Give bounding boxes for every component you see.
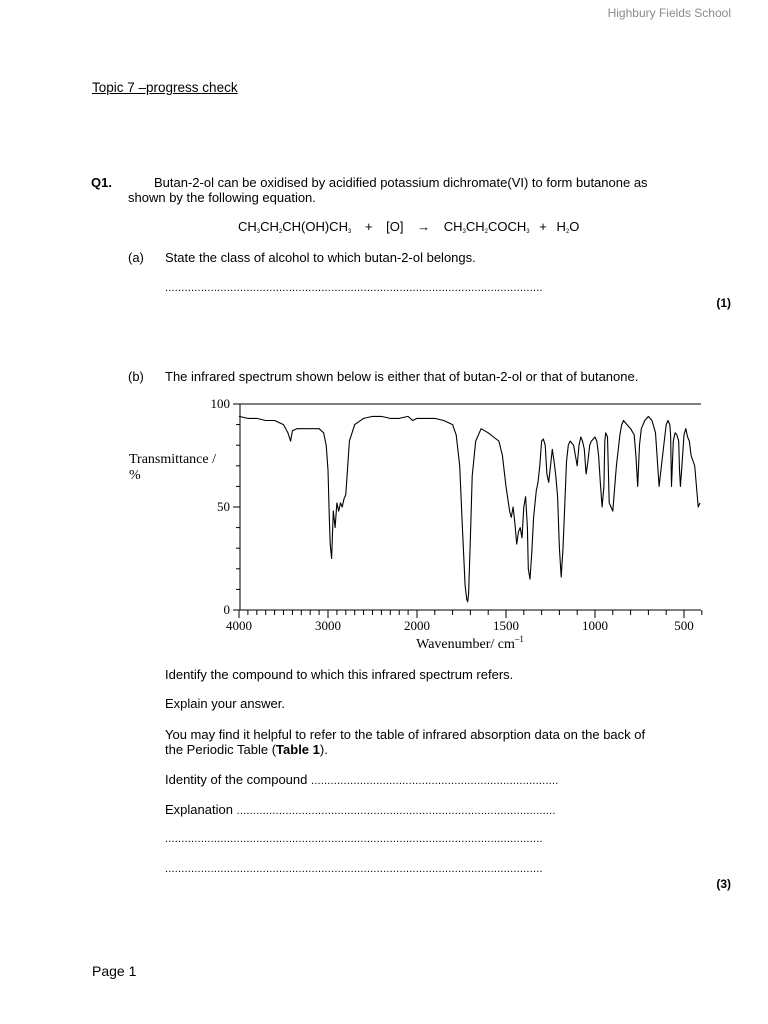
x-axis-label: Wavenumber/ $cm^{-1}$ xyxy=(416,634,524,652)
y-axis-label: Transmittance / xyxy=(129,452,216,467)
plus-sign: + xyxy=(539,219,547,234)
ir-spectrum-chart xyxy=(120,392,720,656)
identify-instruction: Identify the compound to which this infrared spectrum refers. xyxy=(165,667,514,682)
explanation-answer-line[interactable]: .................................................................................................. xyxy=(236,805,556,817)
reactant-butan-2-ol: $CH_3CH_2CH(OH)CH_3$ xyxy=(238,219,352,235)
plus-sign: + xyxy=(364,219,373,234)
y-tick-label: 50 xyxy=(217,499,230,514)
school-name-header: Highbury Fields School xyxy=(607,6,731,20)
explanation-answer-line-3[interactable]: .................................................................................................................... xyxy=(165,863,543,875)
identity-answer-line[interactable]: ............................................................................ xyxy=(311,775,559,787)
y-axis-label-unit: % xyxy=(129,468,141,483)
hint-line-1: You may find it helpful to refer to the table of infrared absorption data on the back of xyxy=(165,727,646,742)
part-a-answer-line[interactable]: .................................................................................................................... xyxy=(165,282,543,294)
x-tick-label: 4000 xyxy=(226,618,252,633)
question-intro-line-2: shown by the following equation. xyxy=(128,190,316,205)
question-intro-line-1: Butan-2-ol can be oxidised by acidified potassium dichromate(VI) to form butanone as xyxy=(154,175,648,190)
reaction-arrow: → xyxy=(417,219,431,234)
part-b-label: (b) xyxy=(128,369,144,384)
y-tick-label: 100 xyxy=(210,396,230,411)
x-tick-label: 1500 xyxy=(493,618,519,633)
part-a-label: (a) xyxy=(128,250,144,265)
chemical-equation xyxy=(238,219,579,235)
x-tick-label: 3000 xyxy=(315,618,341,633)
page-number: Page 1 xyxy=(92,963,137,979)
identity-field xyxy=(165,772,558,787)
explanation-field xyxy=(165,802,556,817)
spectrum-line xyxy=(239,416,700,601)
explanation-answer-line-2[interactable]: .................................................................................................................... xyxy=(165,833,543,845)
reactant-oxygen: [O] xyxy=(386,219,404,234)
page-title: Topic 7 –progress check xyxy=(92,80,238,95)
part-b-question: The infrared spectrum shown below is either that of butan-2-ol or that of butanone. xyxy=(165,369,639,384)
part-a-marks: (1) xyxy=(716,296,731,310)
product-water: $H_2O$ xyxy=(556,219,580,235)
product-butanone: $CH_3CH_2COCH_3$ xyxy=(443,219,530,235)
identity-label: Identity of the compound xyxy=(165,772,308,787)
question-number: Q1. xyxy=(91,175,112,190)
y-tick-label: 0 xyxy=(223,602,230,617)
x-tick-label: 2000 xyxy=(404,618,430,633)
table-reference: Table 1 xyxy=(276,742,320,757)
hint-line-2: the Periodic Table (Table 1). xyxy=(165,742,328,757)
part-b-marks: (3) xyxy=(716,877,731,891)
part-a-question: State the class of alcohol to which butan-2-ol belongs. xyxy=(165,250,476,265)
x-tick-label: 500 xyxy=(674,618,694,633)
explain-instruction: Explain your answer. xyxy=(165,696,285,711)
x-tick-label: 1000 xyxy=(582,618,608,633)
explanation-label: Explanation xyxy=(165,802,233,817)
